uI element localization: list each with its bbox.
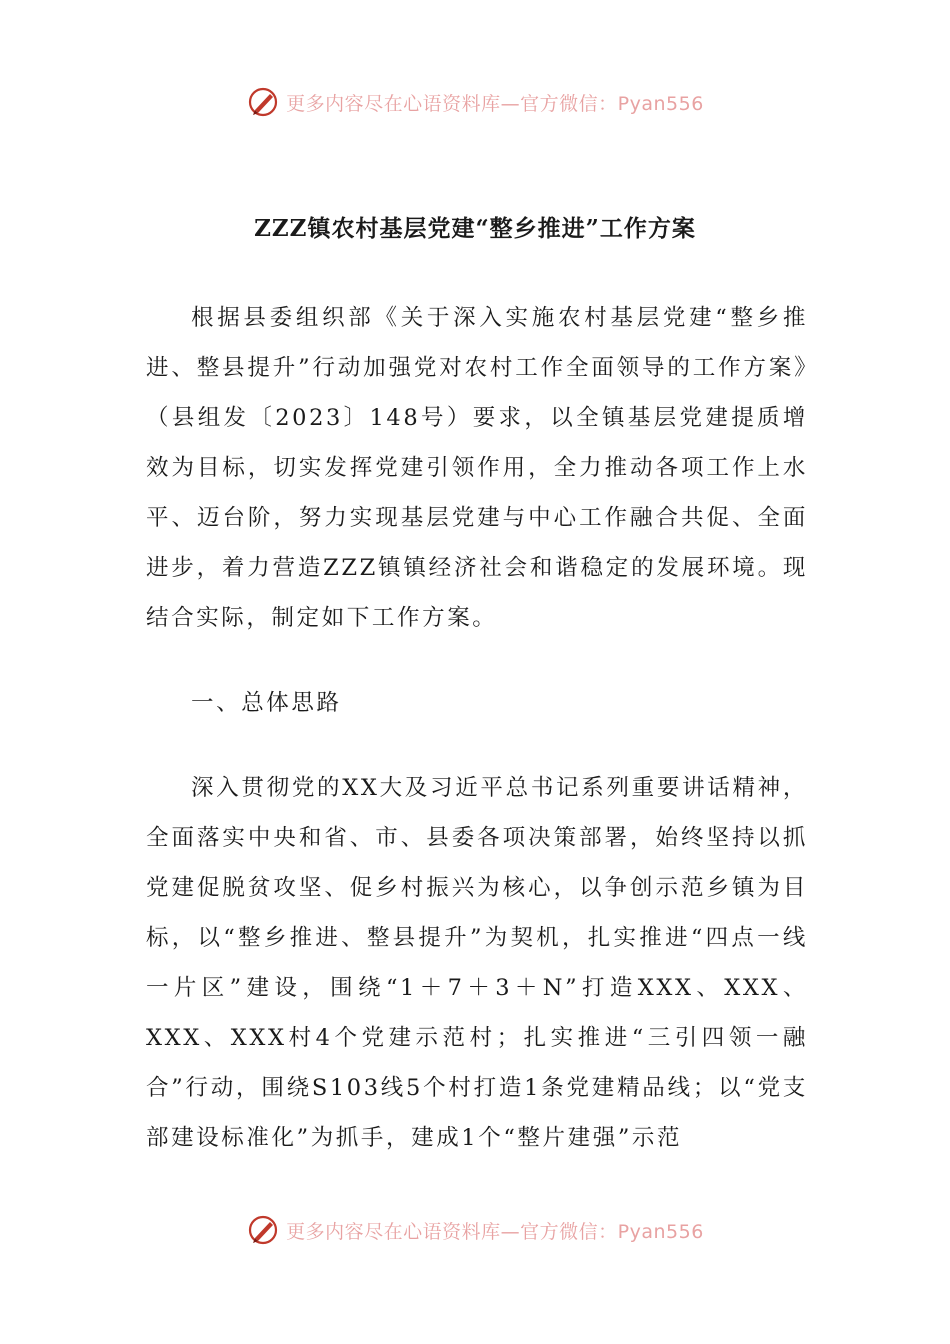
pen-logo-icon [246,85,280,119]
watermark-banner-top [0,82,950,122]
intro-paragraph: 根据县委组织部《关于深入实施农村基层党建“整乡推进、整县提升”行动加强党对农村工作全面领导的工作方案》（县组发〔2023〕148号）要求，以全镇基层党建提质增效为目标，切实发挥党建引领作用，全力推动各项工作上水平、迈台阶，努力实现基层党建与中心工作融合共促、全面进步，着力营造ZZZ镇镇经济社会和谐稳定的发展环境。现结合实际，制定如下工作方案。 [146,305,808,631]
section-heading: 一、总体思路 [191,690,342,716]
watermark-banner-bottom [0,1210,950,1250]
watermark-text: 更多内容尽在心语资料库—官方微信：Pyan556 [286,1220,704,1243]
document-title: ZZZ镇农村基层党建“整乡推进”工作方案 [254,215,696,242]
body-paragraph: 深入贯彻党的XX大及习近平总书记系列重要讲话精神，全面落实中央和省、市、县委各项决策部署，始终坚持以抓党建促脱贫攻坚、促乡村振兴为核心，以争创示范乡镇为目标，以“整乡推进、整县提升”为契机，扎实推进“四点一线一片区”建设，围绕“1＋7＋3＋N”打造XXX、XXX、XXX、XXX村4个党建示范村；扎实推进“三引四领一融合”行动，围绕S103线5个村打造1条党建精品线；以“党支部建设标准化”为抓手，建成1个“整片建强”示范 [146,775,808,1151]
document-body [146,293,808,1163]
pen-logo-icon [246,1213,280,1247]
watermark-text: 更多内容尽在心语资料库—官方微信：Pyan556 [286,92,704,115]
